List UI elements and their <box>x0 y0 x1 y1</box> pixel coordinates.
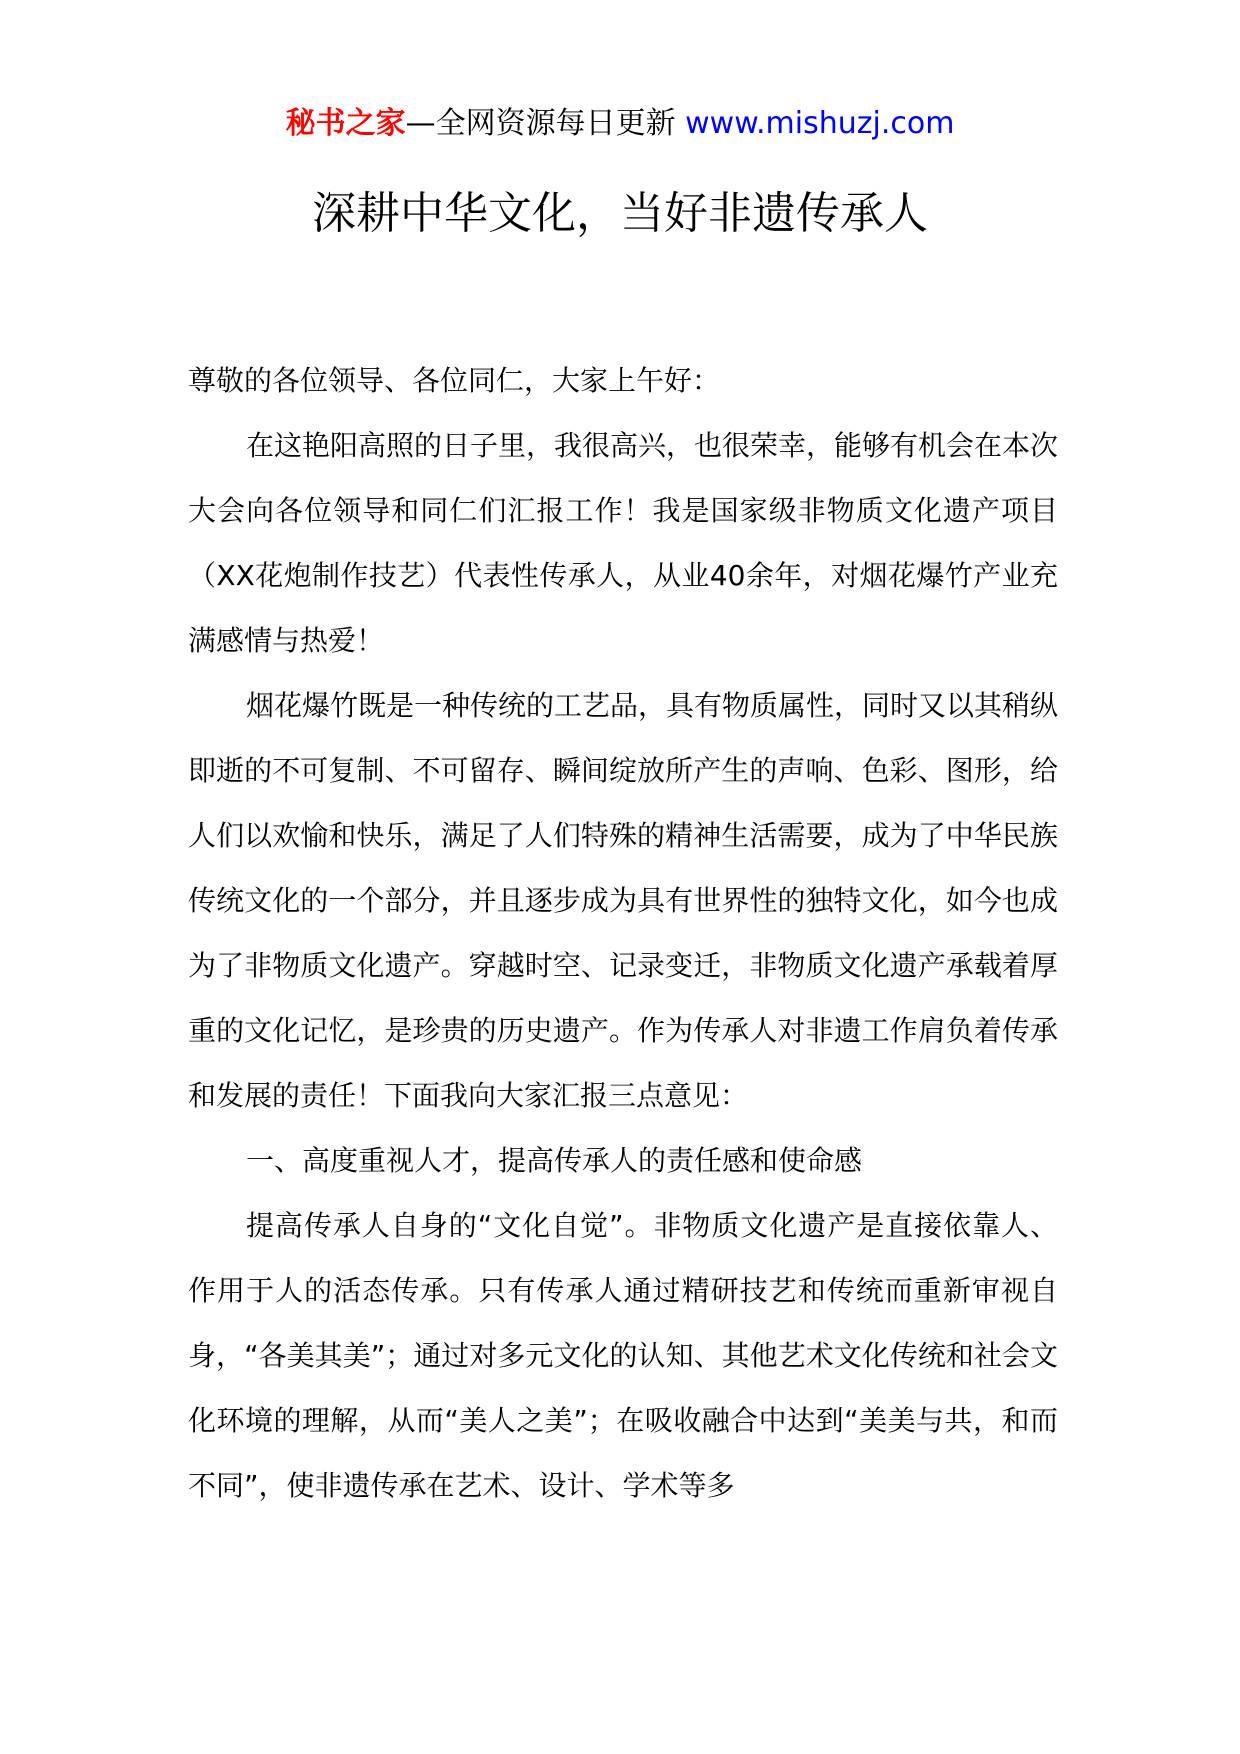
paragraph-fireworks: 烟花爆竹既是一种传统的工艺品，具有物质属性，同时又以其稍纵即逝的不可复制、不可留存、瞬间绽放所产生的声响、色彩、图形，给人们以欢愉和快乐，满足了人们特殊的精神生活需要，成为了中华民族传统文化的一个部分，并且逐步成为具有世界性的独特文化，如今也成为了非物质文化遗产。穿越时空、记录变迁，非物质文化遗产承载着厚重的文化记忆，是珍贵的历史遗产。作为传承人对非遗工作肩负着传承和发展的责任！下面我向大家汇报三点意见： <box>188 689 1059 1112</box>
site-header <box>0 104 1240 144</box>
paragraph-intro: 在这艳阳高照的日子里，我很高兴，也很荣幸，能够有机会在本次大会向各位领导和同仁们汇报工作！我是国家级非物质文化遗产项目（XX花炮制作技艺）代表性传承人，从业40余年，对烟花爆竹产业充满感情与热爱！ <box>188 429 1059 657</box>
salutation: 尊敬的各位领导、各位同仁，大家上午好： <box>188 364 721 397</box>
document-body <box>188 348 1058 1518</box>
section-heading-1: 一、高度重视人才，提高传承人的责任感和使命感 <box>246 1144 863 1177</box>
paragraph-cultural-awareness: 提高传承人自身的“文化自觉”。非物质文化遗产是直接依靠人、作用于人的活态传承。只有传承人通过精研技艺和传统而重新审视自身，“各美其美”；通过对多元文化的认知、其他艺术文化传统和社会文化环境的理解，从而“美人之美”；在吸收融合中达到“美美与共，和而不同”，使非遗传承在艺术、设计、学术等多 <box>188 1209 1058 1502</box>
header-tagline: —全网资源每日更新 <box>405 106 686 141</box>
document-title: 深耕中华文化，当好非遗传承人 <box>312 188 928 239</box>
website-link[interactable]: www.mishuzj.com <box>685 106 955 141</box>
brand-name: 秘书之家 <box>285 106 406 141</box>
